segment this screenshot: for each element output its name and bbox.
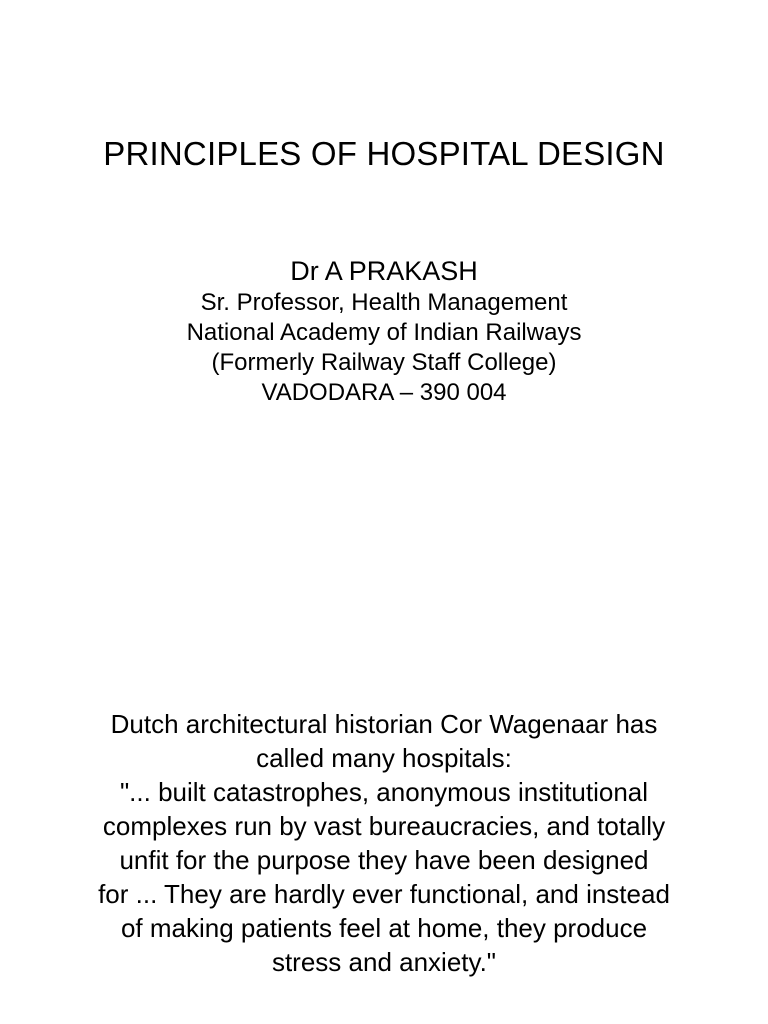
quote-line: stress and anxiety." [271, 947, 497, 977]
quote-line: of making patients feel at home, they produce [120, 913, 648, 943]
author-position: Sr. Professor, Health Management [200, 289, 568, 316]
quote-line: Dutch architectural historian Cor Wagenaar has [110, 709, 658, 739]
author-city: VADODARA – 390 004 [261, 379, 507, 406]
author-former-name: (Formerly Railway Staff College) [211, 349, 557, 376]
quote-line: unfit for the purpose they have been designed [119, 845, 649, 875]
author-institution: National Academy of Indian Railways [186, 319, 582, 346]
page-title: PRINCIPLES OF HOSPITAL DESIGN [103, 135, 665, 172]
quote-line: complexes run by vast bureaucracies, and totally [102, 811, 666, 841]
quote-block [24, 707, 744, 979]
quote-line: called many hospitals: [256, 743, 512, 773]
author-block [0, 254, 768, 408]
author-name: Dr A PRAKASH [290, 256, 478, 286]
quote-line: for ... They are hardly ever functional, and instead [98, 879, 670, 909]
quote-line: "... built catastrophes, anonymous institutional [119, 777, 649, 807]
